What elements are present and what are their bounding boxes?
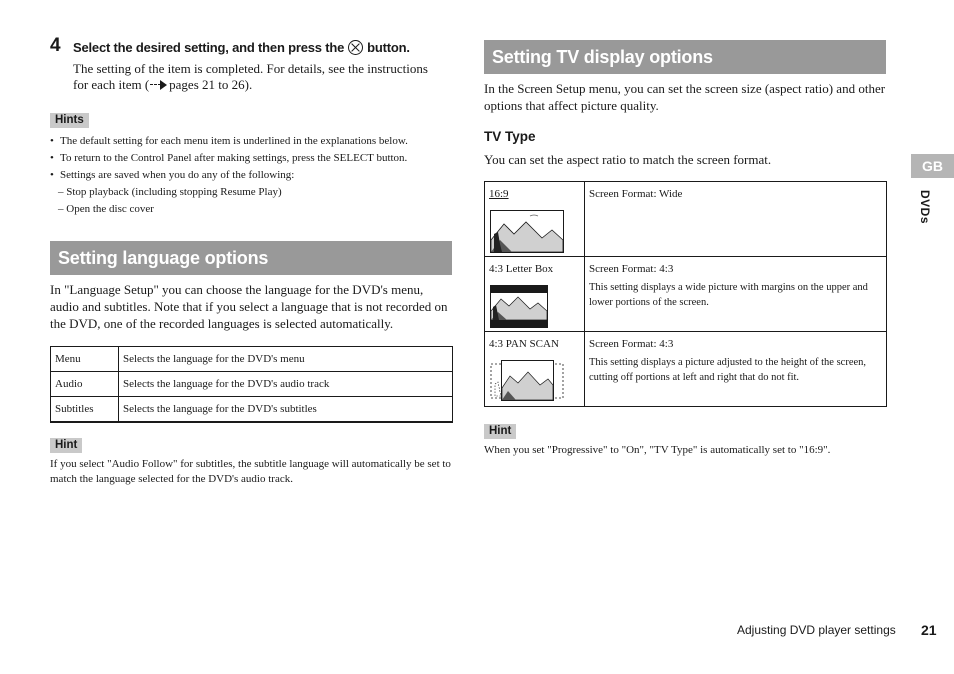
footer-section-title: Adjusting DVD player settings <box>737 623 896 637</box>
tv-hint-text: When you set "Progressive" to "On", "TV Type" is automatically set to "16:9". <box>484 444 831 456</box>
step-description-line-2 <box>73 77 453 93</box>
table-row <box>485 182 887 257</box>
option-label-default: 16:9 <box>489 188 509 200</box>
tv-section-heading: Setting TV display options <box>484 40 886 74</box>
tv-type-heading: TV Type <box>484 129 536 144</box>
table-cell-key: Menu <box>51 347 119 372</box>
table-row <box>485 332 887 407</box>
step-number: 4 <box>50 35 61 56</box>
hint-item: • To return to the Control Panel after making settings, press the SELECT button. <box>50 150 450 167</box>
letterbox-illustration <box>490 285 548 328</box>
hints-list <box>50 133 450 218</box>
table-cell-value: Selects the language for the DVD's menu <box>119 347 453 372</box>
reference-pages: pages 21 to 26). <box>169 77 253 92</box>
screen-format: Screen Format: Wide <box>589 188 683 200</box>
language-tab: GB <box>911 154 954 178</box>
reference-prefix: for each item ( <box>73 77 150 92</box>
table-row <box>51 347 453 372</box>
table-cell-key <box>485 182 585 257</box>
tv-type-table <box>484 181 887 407</box>
language-hint-label: Hint <box>50 438 82 453</box>
tv-hint-label: Hint <box>484 424 516 439</box>
screen-format: Screen Format: 4:3 <box>589 338 674 350</box>
table-cell-description <box>585 332 887 407</box>
tv-intro: In the Screen Setup menu, you can set the screen size (aspect ratio) and other options that affect picture quality. <box>484 81 886 113</box>
format-description: This setting displays a wide picture with margins on the upper and lower portions of the screen. <box>589 282 868 308</box>
language-intro: In "Language Setup" you can choose the language for the DVD's menu, audio and subtitles. Note that if you select a language that is not recorded on the DVD, one of the recorded languages is selected automatically. <box>50 282 448 331</box>
table-row <box>485 257 887 332</box>
language-section-heading: Setting language options <box>50 241 452 275</box>
page-reference-arrow-icon <box>150 81 168 89</box>
table-cell-key <box>485 332 585 407</box>
page-number: 21 <box>921 622 937 638</box>
widescreen-illustration <box>490 210 564 253</box>
cross-button-icon <box>348 40 363 55</box>
language-table <box>50 346 453 423</box>
screen-format: Screen Format: 4:3 <box>589 263 674 275</box>
table-cell-description <box>585 257 887 332</box>
pan-scan-illustration <box>490 358 564 403</box>
hint-item: • Settings are saved when you do any of the following: <box>50 167 450 184</box>
table-cell-key: Audio <box>51 372 119 397</box>
step-title-text-end: button. <box>367 40 410 55</box>
format-description: This setting displays a picture adjusted to the height of the screen, cutting off portions at left and right that do not fit. <box>589 357 867 383</box>
option-label: 4:3 Letter Box <box>489 263 554 275</box>
hint-sub-item: – Stop playback (including stopping Resume Play) <box>58 186 282 198</box>
table-cell-description <box>585 182 887 257</box>
section-side-label: DVDs <box>918 190 932 225</box>
hint-sub-item: – Open the disc cover <box>58 203 154 215</box>
table-cell-key: Subtitles <box>51 397 119 422</box>
language-hint-text: If you select "Audio Follow" for subtitles, the subtitle language will automatically be set to match the language selected for the DVD's audio track. <box>50 458 451 485</box>
step-description <box>73 61 453 93</box>
option-label: 4:3 PAN SCAN <box>489 338 559 350</box>
hint-item: • The default setting for each menu item is underlined in the explanations below. <box>50 133 450 150</box>
hints-label: Hints <box>50 113 89 128</box>
table-row <box>51 372 453 397</box>
table-cell-value: Selects the language for the DVD's subtitles <box>119 397 453 422</box>
table-cell-value: Selects the language for the DVD's audio track <box>119 372 453 397</box>
step-title <box>73 39 410 57</box>
table-cell-key <box>485 257 585 332</box>
tv-type-intro: You can set the aspect ratio to match the screen format. <box>484 152 772 167</box>
step-description-line-1: The setting of the item is completed. For details, see the instructions <box>73 61 428 76</box>
table-row <box>51 397 453 422</box>
step-title-text: Select the desired setting, and then press the <box>73 40 345 55</box>
